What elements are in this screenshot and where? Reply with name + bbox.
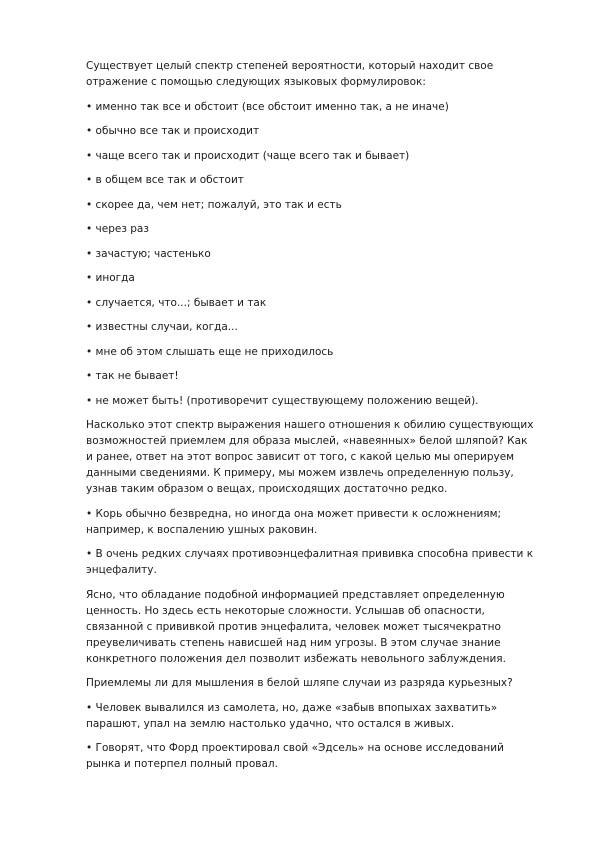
bullet-icon: • <box>86 345 93 358</box>
bullet-icon: • <box>86 394 93 407</box>
list-item <box>86 270 536 286</box>
list-item-text: Человек вывалился из самолета, но, даже «забыв впопыхах захватить» парашют, упал на землю настолько удачно, что остался в живых. <box>86 701 498 730</box>
list-item <box>86 197 536 213</box>
list-item-text: Корь обычно безвредна, но иногда она может привести к осложнениям; например, к воспалению ушных раковин. <box>86 507 502 536</box>
list-item <box>86 700 536 732</box>
bullet-icon: • <box>86 174 93 186</box>
list-item-text: обычно все так и происходит <box>95 125 260 137</box>
list-item-text: зачастую; частенько <box>95 247 211 260</box>
list-item-text: Говорят, что Форд проектировал свой «Эдсель» на основе исследований рынка и потерпел полный провал. <box>86 742 504 770</box>
list-item <box>86 99 536 115</box>
list-item-text: В очень редких случаях противоэнцефалитная прививка способна привести к энцефалиту. <box>86 548 534 576</box>
bullet-icon: • <box>86 198 93 211</box>
probability-list <box>86 99 536 409</box>
list-item <box>86 368 536 384</box>
example-list <box>86 700 536 773</box>
list-item-text: известны случаи, когда... <box>95 321 238 333</box>
list-item-text: случается, что...; бывает и так <box>95 296 267 309</box>
list-item <box>86 148 536 164</box>
bullet-icon: • <box>86 296 93 309</box>
list-item-text: иногда <box>95 272 135 284</box>
list-item <box>86 740 536 772</box>
bullet-icon: • <box>86 125 93 137</box>
bullet-icon: • <box>86 370 93 382</box>
list-item-text: скорее да, чем нет; пожалуй, это так и есть <box>95 198 342 211</box>
list-item-text: чаще всего так и происходит (чаще всего так и бывает) <box>95 149 410 162</box>
bullet-icon: • <box>86 272 93 284</box>
body-paragraph: Приемлемы ли для мышления в белой шляпе случаи из разряда курьезных? <box>86 677 513 689</box>
bullet-icon: • <box>86 548 93 560</box>
list-item-text: не может быть! (противоречит существующему положению вещей). <box>95 394 479 407</box>
example-list <box>86 506 536 579</box>
bullet-icon: • <box>86 247 93 260</box>
bullet-icon: • <box>86 321 93 333</box>
list-item <box>86 123 536 139</box>
list-item <box>86 506 536 538</box>
list-item <box>86 344 536 360</box>
list-item <box>86 172 536 188</box>
list-item <box>86 246 536 262</box>
bullet-icon: • <box>86 701 93 714</box>
list-item-text: именно так все и обстоит (все обстоит именно так, а не иначе) <box>95 100 449 113</box>
list-item-text: через раз <box>95 223 149 235</box>
list-item <box>86 393 536 409</box>
list-item <box>86 319 536 335</box>
bullet-icon: • <box>86 149 93 162</box>
list-item-text: так не бывает! <box>95 370 179 382</box>
list-item-text: мне об этом слышать еще не приходилось <box>95 345 334 358</box>
document-body <box>86 58 536 781</box>
list-item <box>86 221 536 237</box>
list-item <box>86 295 536 311</box>
list-item-text: в общем все так и обстоит <box>95 174 244 186</box>
intro-paragraph: Существует целый спектр степеней вероятности, который находит свое отражение с помощью следующих языковых формулировок: <box>86 60 494 88</box>
bullet-icon: • <box>86 223 93 235</box>
body-paragraph: Ясно, что обладание подобной информацией представляет определенную ценность. Но здесь есть некоторые сложности. Услышав об опасности, связанной с прививкой против энцефалита, человек может тысячекратно преувеличивать степень нависшей над ним угрозы. В этом случае знание конкретного положения дел позволит избежать невольного заблуждения. <box>86 588 506 665</box>
bullet-icon: • <box>86 742 93 754</box>
list-item <box>86 546 536 578</box>
body-paragraph: Насколько этот спектр выражения нашего отношения к обилию существующих возможностей приемлем для образа мыслей, «навеянных» белой шляпой? Как и ранее, ответ на этот вопрос зависит от того, с какой целью мы оперируем данными сведениями. К примеру, мы можем извлечь определенную пользу, узнав таким образом о вещах, происходящих достаточно редко. <box>86 419 534 495</box>
bullet-icon: • <box>86 100 93 113</box>
bullet-icon: • <box>86 507 93 520</box>
